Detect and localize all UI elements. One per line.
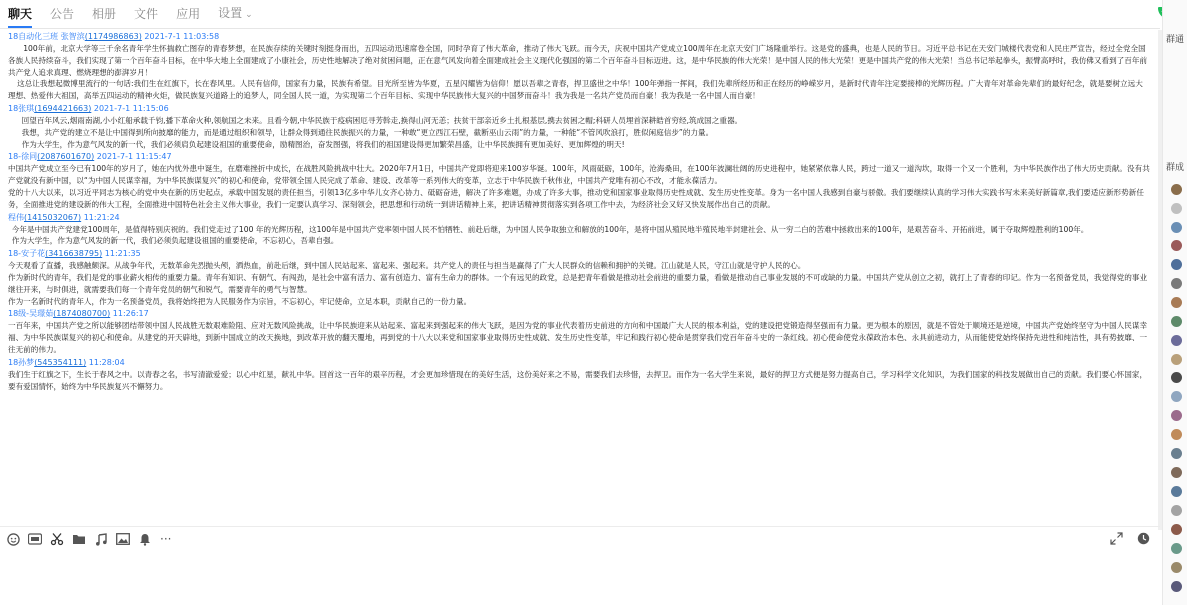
message-body [8,260,1150,307]
message-paragraph: 作为大学生，作为意气风发的新一代，我们必须负起建设祖国的重要使命，不忘初心，吾辈自强。 [11,236,339,246]
group-side-panel [1162,0,1187,605]
avatar[interactable] [1171,354,1182,365]
folder-icon [72,533,86,545]
folder-button[interactable] [70,530,88,548]
message-list[interactable] [0,30,1158,520]
message-time: 2021-7-1 11:15:47 [96,152,172,162]
image-icon [116,533,130,545]
input-toolbar [0,526,1160,551]
sender-qq[interactable]: (545354111) [34,357,87,367]
avatar[interactable] [1171,448,1182,459]
avatar[interactable] [1171,240,1182,251]
tab-announcement[interactable]: 公告 [50,7,75,21]
avatar[interactable] [1171,316,1182,327]
tab-apps[interactable]: 应用 [176,7,201,21]
emoji-button[interactable] [4,530,22,548]
scissors-icon [50,532,64,546]
group-notice-label: 群通 [1166,35,1185,45]
message-header [8,102,1150,115]
notify-button[interactable] [136,530,154,548]
message-item [8,307,1150,355]
message-header [8,356,1150,369]
message-time: 11:28:04 [88,357,125,367]
avatar[interactable] [1171,372,1182,383]
message-body [8,115,1150,150]
message-header [8,307,1150,320]
message-item [8,247,1150,307]
chevron-down-icon: ⌄ [245,10,253,20]
avatar[interactable] [1171,486,1182,497]
sender-name[interactable]: 18自动化三班 张智滨 [8,32,85,41]
message-time: 2021-7-1 11:03:58 [144,32,220,41]
more-button[interactable]: ··· [160,532,172,546]
message-body [8,224,1150,248]
message-input[interactable] [0,551,1160,605]
tabs [8,0,253,28]
sender-name[interactable]: 程伟 [8,212,24,222]
message-paragraph: 作为大学生，作为意气风发的新一代，我们必须肩负起建设祖国的重要使命，励精图治，奋发图强，将我们的祖国建设得更加繁荣昌盛，让中华民族拥有更加美好、更加辉煌的明天! [21,139,625,149]
message-item [8,102,1150,150]
message-paragraph: 我想，共产党的建立不是让中国得到所向披靡的能力，而是通过组织和领导，让群众得到通往民族振兴的力量，一种敢“更立西江石壁，截断巫山云雨”的力量，一种能“不管风吹浪打，胜似闲庭信步”的力量。 [21,127,714,137]
avatar[interactable] [1171,410,1182,421]
tab-settings[interactable] [218,0,253,29]
message-body [8,369,1150,393]
bell-icon [139,533,151,546]
message-body [8,163,1150,210]
sender-name[interactable]: 18孙梦 [8,357,35,367]
message-header [8,30,1150,43]
avatar[interactable] [1171,203,1182,214]
message-paragraph: 我们生于红旗之下，生长于春风之中。以青春之名，书写清澈爱爱；以心中红星，献礼中华。回首这一百年的艰辛历程，才会更加珍惜现在的美好生活，这份美好来之不易，需要我们去珍惜，去捍卫。而作为一名大学生来说，最好的捍卫方式便是努力提高自己，学习科学文化知识，为我们国家的科技发展做出自己的贡献。我们要心怀国家，要有爱国情怀，始终为中华民族复兴不懈努力。 [8,369,1148,391]
avatar[interactable] [1171,391,1182,402]
sender-name[interactable]: 18张琪 [8,103,35,113]
avatar[interactable] [1171,259,1182,270]
message-item [8,30,1150,102]
message-header [8,150,1150,163]
expand-icon [1110,532,1123,545]
message-paragraph: 今年是中国共产党建党100周年，是值得特别庆祝的。我们党走过了100 年的光辉历程，这100年是中国共产党率领中国人民不怕牺牲、前赴后继，为中国人民争取独立和解放的100年，是将中国从殖民地半殖民地半封建社会、从一穷二白的苦难中拯救出来的100年，是艰苦奋斗、开拓前进，属于夺取辉煌胜利的100年。 [11,224,1089,234]
group-members-label: 群成 [1166,163,1185,173]
message-paragraph: 作为一名新时代的青年人，作为一名预备党员，我将始终把为人民服务作为宗旨，不忘初心，牢记使命，立足本职，贡献自己的一份力量。 [8,296,472,306]
message-item [8,211,1150,248]
avatar[interactable] [1171,543,1182,554]
message-paragraph: 作为新时代的青年，我们是党的事业薪火相传的重要力量。青年有知识、有朝气、有闯劲，是社会中富有活力、富有创造力、富有生命力的群体。一个有远见的政党，总是把青年看做是推动社会前进的重要力量，看做是推动自己事业发展的不可或缺的力量。中国共产党从创立之初，就打上了青春的印记。作为一名预备党员，我觉得党的事业继往开来，与时俱进，就需要我们每一个青年党员的朝气和锐气，需要青年的勇气与智慧。 [8,272,1148,294]
sender-name[interactable]: 18-徐同 [8,152,38,162]
message-header [8,211,1150,224]
tab-settings-label: 设置 [218,6,243,20]
message-header [8,247,1150,260]
message-paragraph: 党的十八大以来，以习近平同志为核心的党中央在新的历史起点，承载中国发展的责任担当，引领13亿多中华儿女齐心协力、砥砺奋进，解决了许多难题，办成了许多大事，推动党和国家事业取得历史性成就、发生历史性变革。身为一名中国人我感到自豪与骄傲。我们要继续认真的学习伟大实践书写未来美好新篇章,我们要适应新形势新任务，全面推进党的建设新的伟大工程，全面推进中国特色社会主义伟大事业，我们一定要认真学习、深刻领会，把思想和行动统一到讲话精神上来，把讲话精神贯彻落实到各项工作中去，为经济社会又好又快发展作出自己的贡献。 [8,187,1144,209]
message-body [8,320,1150,355]
avatar[interactable] [1171,335,1182,346]
sender-name[interactable]: 18-安子花 [8,249,46,259]
avatar[interactable] [1171,581,1182,592]
avatar[interactable] [1171,184,1182,195]
sender-qq[interactable]: (1694421663) [34,103,92,113]
music-icon [95,533,107,546]
avatar[interactable] [1171,297,1182,308]
avatar[interactable] [1171,429,1182,440]
avatar[interactable] [1171,467,1182,478]
avatar[interactable] [1171,524,1182,535]
message-body [8,43,1150,102]
sender-name[interactable]: 18级-吴璟茹 [8,309,54,319]
screenshot-button[interactable] [48,530,66,548]
message-paragraph: 这总让我想起微博里流行的一句话:我们生在红旗下，长在春风里。人民有信仰，国家有力量，民族有希望。目光所至皆为华夏，五星闪耀皆为信仰！愿以吾辈之青春，捍卫盛世之中华！100年弹指一挥间，我们先辈所经历和正在经历的峥嵘岁月，是新时代青年注定要接棒的光辉历程。广大青年对革命先辈们的最好纪念，就是要树立远大理想、热爱伟大祖国，高举五四运动的精神火炬，做民族复兴道路上的追梦人，同全国人民一道，为实现第二个百年目标、实现中华民族伟大复兴的中国梦而奋斗！我为我是一名共产党员而自豪！我为我是一名中国人而自豪！ [8,79,1143,101]
message-time: 11:21:35 [104,249,141,259]
message-paragraph: 100年前，北京大学等三千余名青年学生怀揣救亡图存的青春梦想，在民族存续的关键时刻挺身而出，五四运动迅速席卷全国，同时孕育了伟大革命，推动了伟大飞跃。而今天，庆祝中国共产党成立100周年在北京天安门广场隆重举行。这是党的盛典，也是人民的节日。习近平总书记在天安门城楼代表党和人民庄严宣告，经过全党全国各族人民持续奋斗，我们实现了第一个百年奋斗目标，在中华大地上全面建成了小康社会，历史性地解决了绝对贫困问题，正在意气风发向着全面建成社会主义现代化强国的第二个百年奋斗目标迈进。这，是中华民族的伟大光荣！是中国人民的伟大光荣！更是中国共产党的伟大光荣！当总书记举起拳头，振臂高呼时，我仿佛又看到了百年前共产党人追求真理、燃烧理想的澎湃岁月！ [8,44,1148,77]
sender-qq[interactable]: (1874080700) [53,309,111,319]
tab-files[interactable]: 文件 [134,7,159,21]
tab-bar [0,0,1160,29]
message-paragraph: 回望百年风云,烟雨南湖,小小红船承载千钧,播下革命火种,领航国之未来。且看今朝,中华民族于疫病困厄寻芳斡走,换得山河无恙；扶贫干部亲近乡土扎根基层,携去贫困之帽;科研人员埋首深耕皓首穷经,筑成国之重器。 [21,115,743,125]
message-item [8,356,1150,393]
avatar[interactable] [1171,278,1182,289]
sender-qq[interactable]: (2087601670) [37,152,95,162]
avatar[interactable] [1171,505,1182,516]
tab-album[interactable]: 相册 [92,7,117,21]
message-paragraph: 一百年来，中国共产党之所以能够团结带领中国人民战胜无数艰难险阻、应对无数风险挑战，让中华民族迎来从站起来、富起来到强起来的伟大飞跃，是因为党的事业代表着历史前进的方向和中国最广大人民的根本利益，党的建设把党锻造得坚强而有力量。更为根本的原因，就是不管处于顺境还是逆境，中国共产党始终坚守为中国人民谋幸福、为中华民族谋复兴的初心和使命。从建党的开天辟地，到新中国成立的改天换地，到改革开放的翻天覆地，再到党的十八大以来党和国家事业取得历史性成就、发生历史性变革，牢记和践行初心使命是贯穿我们党百年奋斗史的一条红线。初心使命使党永葆政治本色、永具前进动力，从而能使党始终保持先进性和纯洁性，具有势披靡、一往无前的伟力。 [8,321,1148,354]
avatar[interactable] [1171,562,1182,573]
history-button[interactable] [1137,530,1150,549]
message-paragraph: 今天观看了直播，我感触颇深。从战争年代，无数革命先烈抛头颅，洒热血，前赴后继，到中国人民站起来、富起来、强起来。共产党人的责任与担当是赢得了广大人民群众的信赖和拥护的关键。江山就是人民，守江山就是守护人民的心。 [8,261,806,271]
tab-chat[interactable]: 聊天 [8,2,32,28]
sender-qq[interactable]: (1174986863) [84,32,142,41]
clock-icon [1137,532,1150,545]
sender-qq[interactable]: (3416638795) [45,249,103,259]
message-paragraph: 中国共产党成立至今已有100年的岁月了，她在内忧外患中诞生，在磨难挫折中成长，在战胜风险挑战中壮大。2020年7月1日，中国共产党即将迎来100岁华诞。100年，风雨砥砺，100年，沧海桑田，在100年波澜壮阔的历史进程中，她紧紧依靠人民，跨过一道又一道沟坎，取得一个又一个胜利，为中华民族作出了伟大历史贡献。没有共产党就没有新中国，以“为中国人民谋幸福，为中华民族谋复兴”的初心和使命，党带领全国人民完成了革命、建设、改革等一系列伟大的变革，立志于中华民族千秋伟业，中国共产党唯有初心不改，才能永葆活力。 [8,164,1150,186]
image-button[interactable] [114,530,132,548]
avatar[interactable] [1171,222,1182,233]
expand-button[interactable] [1110,530,1123,549]
music-button[interactable] [92,530,110,548]
message-time: 2021-7-1 11:15:06 [93,103,169,113]
emoji-icon [7,533,20,546]
sender-qq[interactable]: (1415032067) [24,212,82,222]
gif-icon [28,533,42,545]
toolbar-right [1110,530,1150,549]
gif-button[interactable] [26,530,44,548]
message-time: 11:26:17 [112,309,149,319]
message-item [8,150,1150,210]
message-time: 11:21:24 [83,212,120,222]
